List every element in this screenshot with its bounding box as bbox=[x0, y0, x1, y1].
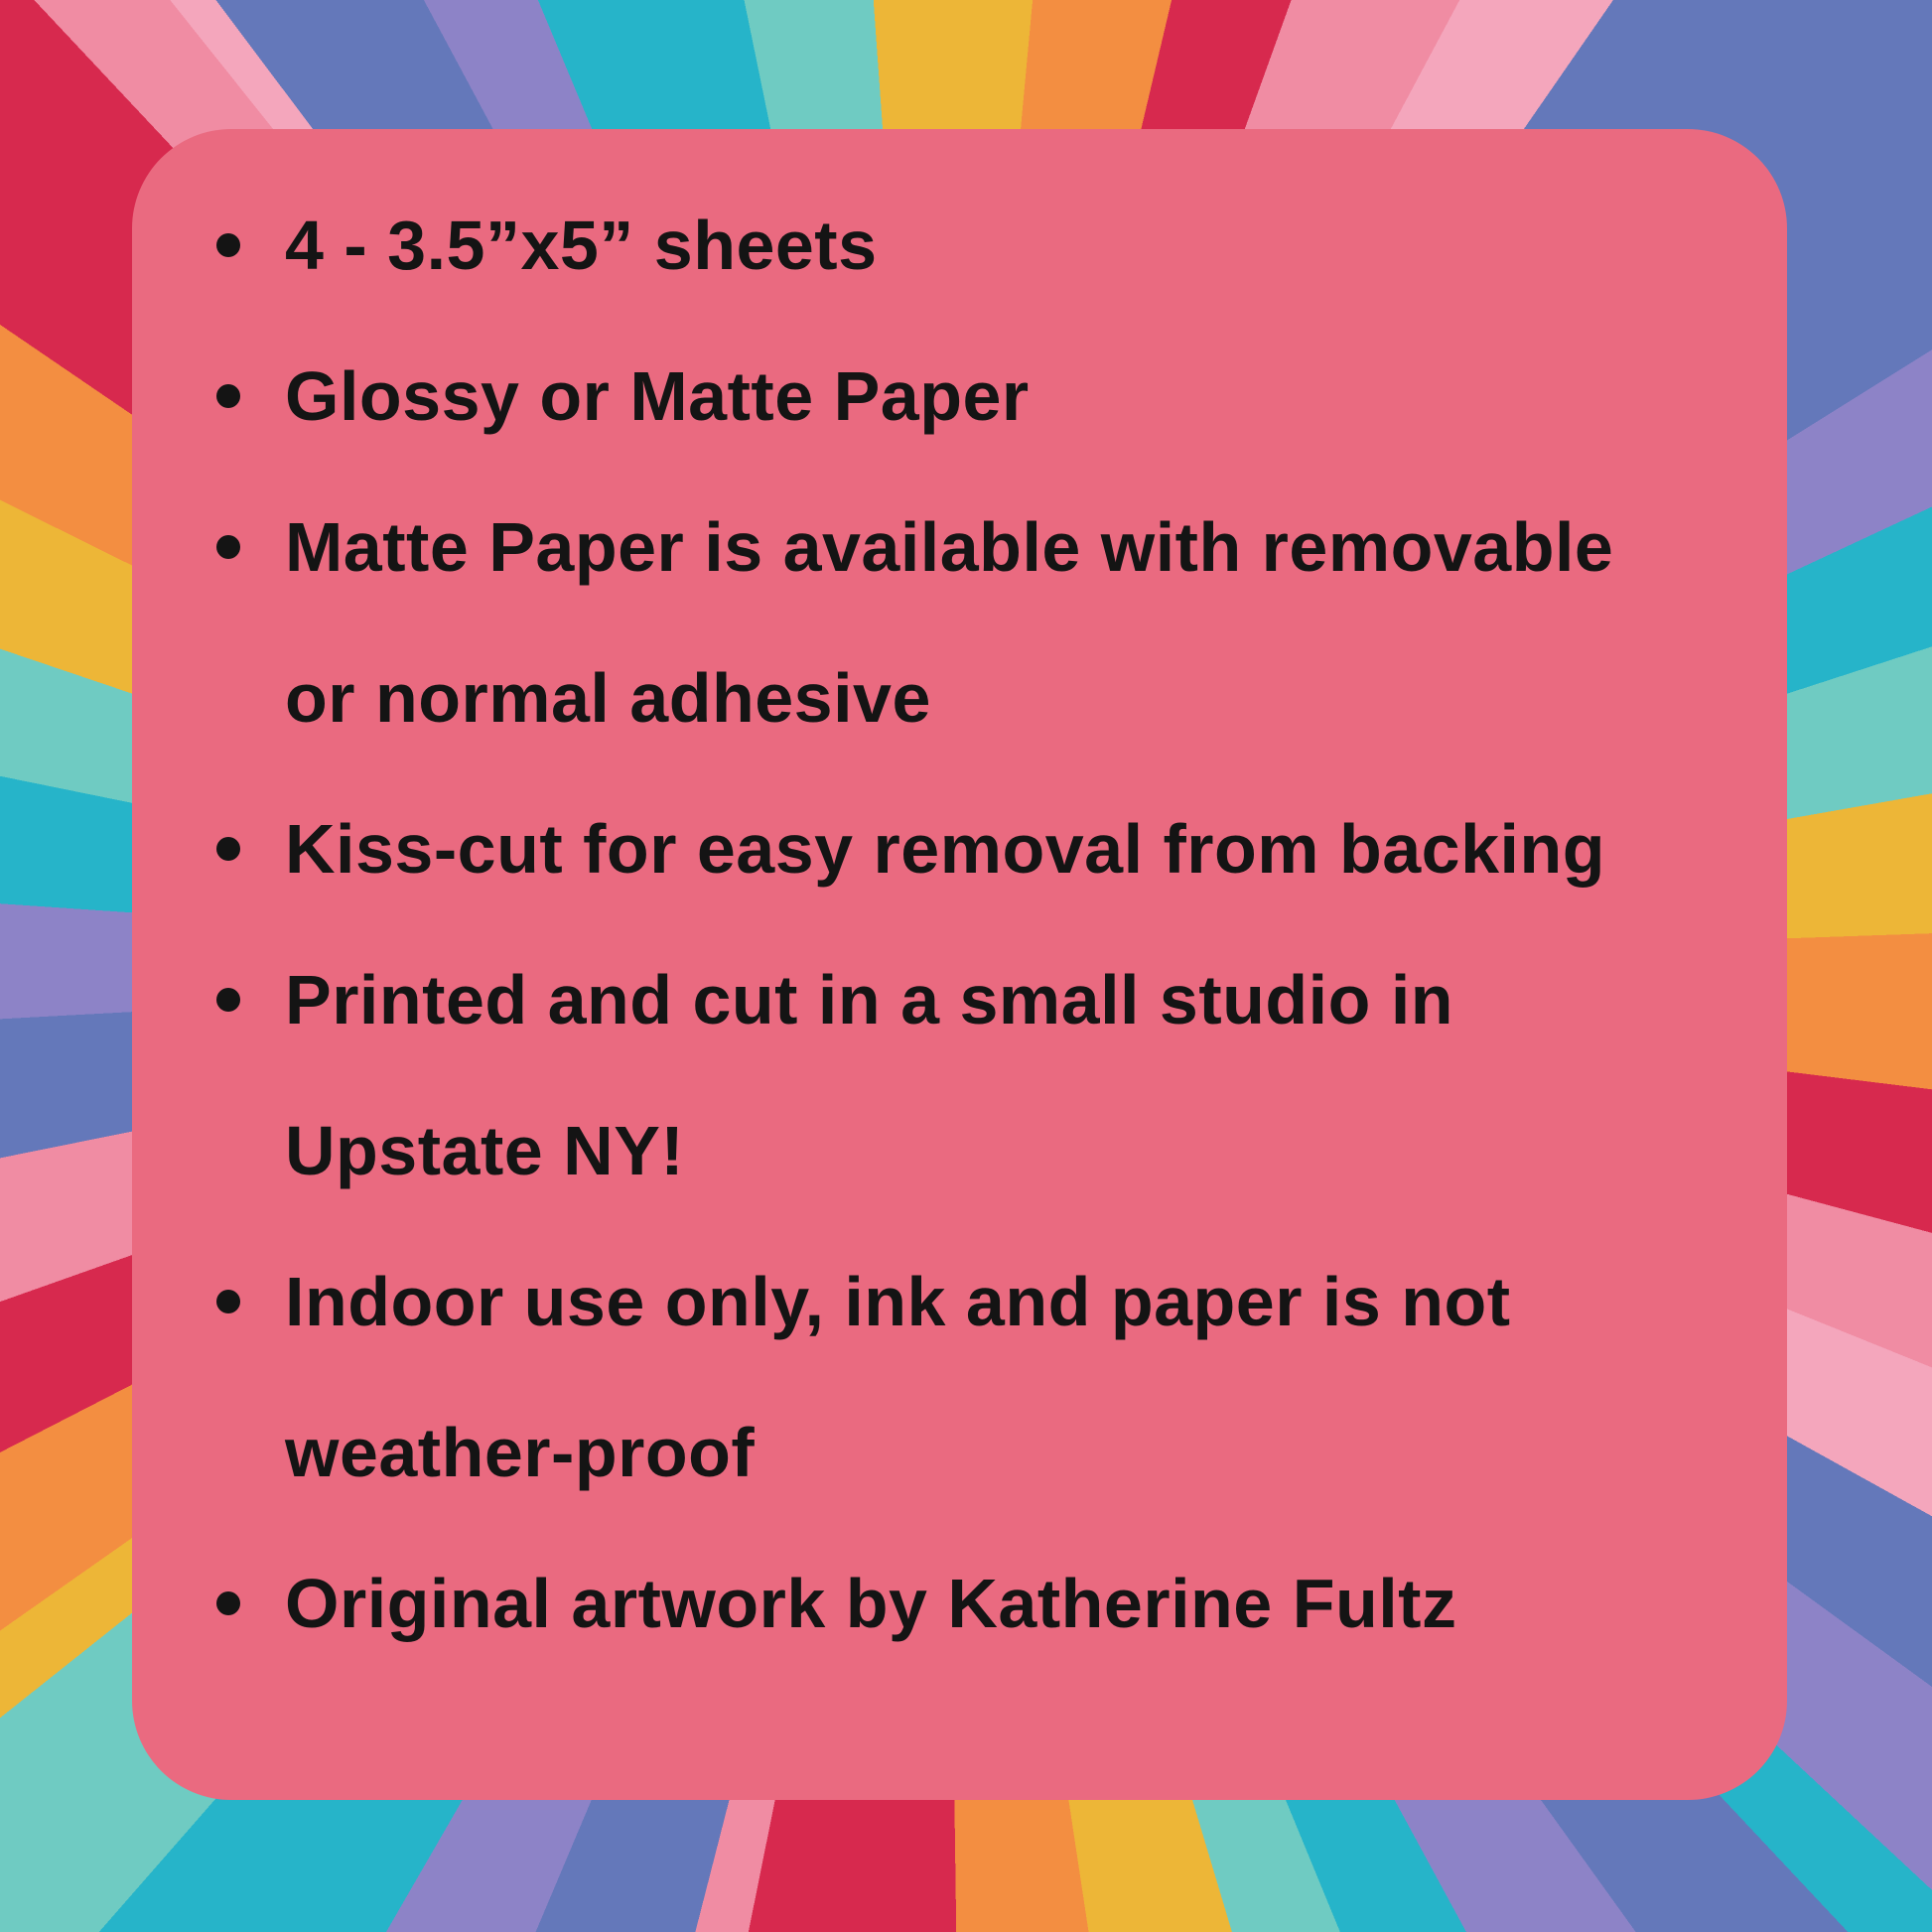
bullet-line: Matte Paper is available with removable bbox=[285, 508, 1614, 586]
list-item bbox=[216, 773, 1757, 924]
bullet-line: Printed and cut in a small studio in bbox=[285, 961, 1454, 1038]
bullet-icon bbox=[216, 233, 240, 257]
bullet-line: Glossy or Matte Paper bbox=[285, 357, 1030, 435]
bullet-icon bbox=[216, 837, 240, 861]
bullet-icon bbox=[216, 1591, 240, 1615]
bullet-icon bbox=[216, 1290, 240, 1313]
bullet-icon bbox=[216, 384, 240, 408]
bullet-line: weather-proof bbox=[285, 1414, 756, 1491]
list-item bbox=[216, 924, 1757, 1226]
list-item bbox=[216, 1528, 1757, 1679]
list-item bbox=[216, 1226, 1757, 1528]
product-details-card bbox=[132, 129, 1787, 1800]
list-item bbox=[216, 170, 1757, 321]
list-item bbox=[216, 321, 1757, 472]
bullet-line: 4 - 3.5”x5” sheets bbox=[285, 207, 878, 284]
list-item bbox=[216, 472, 1757, 773]
bullet-icon bbox=[216, 988, 240, 1012]
bullet-line: Upstate NY! bbox=[285, 1112, 685, 1189]
product-details-list bbox=[216, 170, 1757, 1679]
bullet-line: Kiss-cut for easy removal from backing bbox=[285, 810, 1605, 888]
bullet-line: Original artwork by Katherine Fultz bbox=[285, 1565, 1457, 1642]
bullet-icon bbox=[216, 535, 240, 559]
bullet-line: Indoor use only, ink and paper is not bbox=[285, 1263, 1511, 1340]
bullet-line: or normal adhesive bbox=[285, 659, 931, 737]
